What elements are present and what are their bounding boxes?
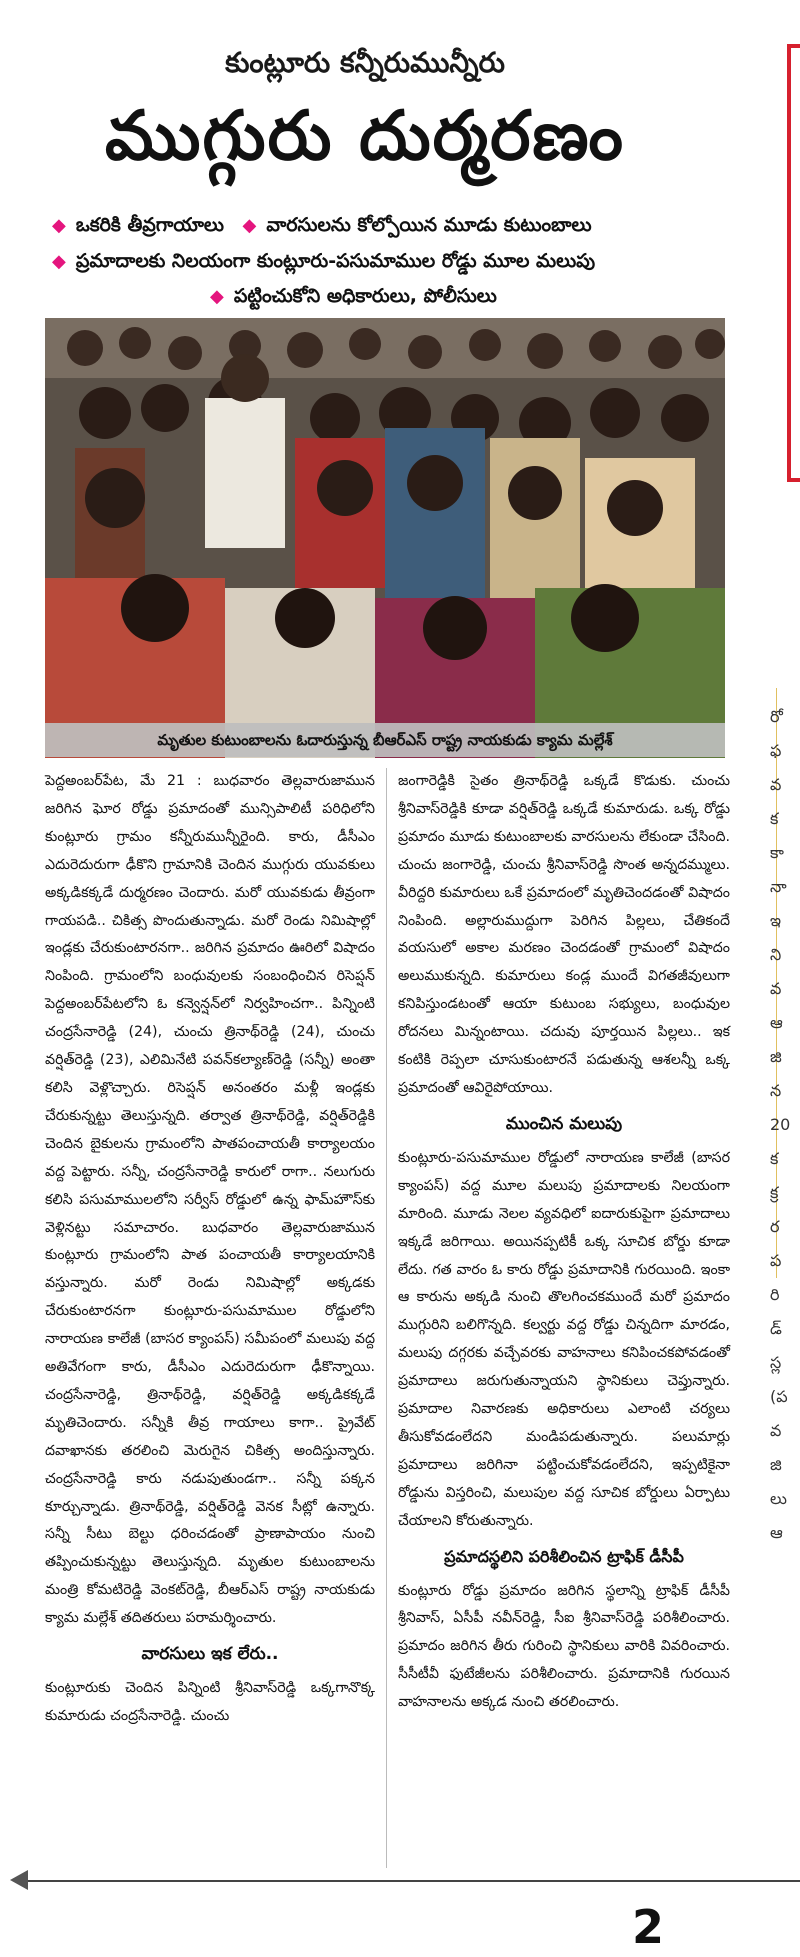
bullet-row-1 xyxy=(52,214,592,241)
fragment-text: న xyxy=(770,1081,782,1100)
diamond-icon: ◆ xyxy=(52,251,66,272)
fragment-text: వ xyxy=(770,979,782,998)
fragment-text: స్ల xyxy=(770,1353,782,1372)
fragment-text: ర xyxy=(770,1217,780,1236)
bullet-text: వారసులను కోల్పోయిన మూడు కుటుంబాలు xyxy=(266,214,592,236)
bullet-text: ఒకరికి తీవ్రగాయాలు xyxy=(75,214,224,236)
fragment-text: ప xyxy=(770,1251,782,1270)
fragment-text: (ప xyxy=(770,1387,788,1406)
page-number: 2 xyxy=(632,1900,665,1954)
fragment-text: వ xyxy=(770,775,782,794)
photo-caption: మృతుల కుటుంబాలను ఓదారుస్తున్న బీఆర్‌ఎస్‌ రాష్ట్ర నాయకుడు క్యామ మల్లేశ్‌ xyxy=(45,723,725,757)
column-divider xyxy=(386,768,387,1868)
fragment-text: ఆ xyxy=(770,1013,783,1032)
arrow-icon xyxy=(10,1870,28,1890)
fragment-text: లు xyxy=(770,1489,787,1508)
subheading: ప్రమాదస్థలిని పరిశీలించిన ట్రాఫిక్‌ డీసీపీ xyxy=(444,1546,684,1566)
bullet-row-2 xyxy=(52,250,595,277)
fragment-text: క్ర xyxy=(770,1183,779,1202)
bullet-text: ప్రమాదాలకు నిలయంగా కుంట్లూరు-పసుమాముల రోడ్డు మూల మలుపు xyxy=(75,250,596,272)
fragment-text: ఆ xyxy=(770,1523,783,1542)
fragment-text: క xyxy=(770,809,779,828)
paragraph: కుంట్లూరుకు చెందిన పిన్నింటి శ్రీనివాస్‌రెడ్డి ఒక్కగానొక్క కుమారుడు చంద్రసేనారెడ్డి. చుంచు xyxy=(45,1680,375,1724)
diamond-icon: ◆ xyxy=(52,215,66,236)
fragment-text: రి xyxy=(770,1285,780,1304)
fragment-text: రో xyxy=(770,707,783,726)
fragment-text: 20 xyxy=(770,1115,791,1134)
diamond-icon: ◆ xyxy=(242,215,257,236)
left-column xyxy=(45,768,375,1731)
subheading: ముంచిన మలుపు xyxy=(505,1113,623,1134)
fragment-text: జి xyxy=(770,1047,782,1066)
right-column xyxy=(398,768,730,1717)
fragment-text: ఫ xyxy=(770,741,782,760)
subheading: వారసులు ఇక లేరు.. xyxy=(141,1644,279,1665)
red-border-box xyxy=(787,44,800,482)
fragment-text: జి xyxy=(770,1455,782,1474)
fragment-text: ని xyxy=(770,945,782,964)
paragraph: పెద్దఅంబర్‌పేట, మే 21 : బుధవారం తెల్లవారుజామున జరిగిన ఘోర రోడ్డు ప్రమాదంతో మున్సిపాలిటీ పరిధిలోని కుంట్లూరు గ్రామం కన్నీరుమున్నీరైంది. కారు, డీసీఎం ఎదురెదురుగా ఢీకొని గ్రామానికి చెందిన ముగ్గురు యువకులు అక్కడికక్కడే దుర్మరణం చెందారు. మరో యువకుడు తీవ్రంగా గాయపడి.. చికిత్స పొందుతున్నాడు. మరో రెండు నిమిషాల్లో ఇండ్లకు చేరుకుంటారనగా.. జరిగిన ప్రమాదం ఊరిలో విషాదం నింపింది. గ్రామంలోని బంధువులకు సంబంధించిన రిసెప్షన్‌ పెద్దఅంబర్‌పేటలోని ఓ కన్వెన్షన్‌లో నిర్వహించగా.. పిన్నింటి చంద్రసేనారెడ్డి (24), చుంచు త్రినాథ్‌రెడ్డి (24), చుంచు వర్షిత్‌రెడ్డి (23), ఎలిమినేటి పవన్‌కల్యాణ్‌రెడ్డి (సన్నీ) అంతా కలిసి వెళ్లొచ్చారు. రిసెప్షన్‌ అనంతరం మళ్లీ ఇండ్లకు చేరుకున్నట్టు తెలుస్తున్నది. తర్వాత త్రినాథ్‌రెడ్డి, వర్షిత్‌రెడ్డికి చెందిన బైకులను గ్రామంలోని పాతపంచాయతీ కార్యాలయం వద్ద పెట్టారు. సన్నీ, చంద్రసేనారెడ్డి కారులో రాగా.. నలుగురు కలిసి పసుమాములలోని సర్వీస్‌ రోడ్డులో ఉన్న ఫామ్‌హౌస్‌కు వెళ్లినట్టు సమాచారం. బుధవారం తెల్లవారుజామున కుంట్లూరు గ్రామంలోని పాత పంచాయతీ కార్యాలయానికి వస్తున్నారు. మరో రెండు నిమిషాల్లో అక్కడకు చేరుకుంటారనగా కుంట్లూరు-పసుమాముల రోడ్డులోని నారాయణ కాలేజీ (బాసర క్యాంపస్‌) సమీపంలో మలుపు వద్ద అతివేగంగా కారు, డీసీఎం ఎదురెదురుగా ఢీకొన్నాయి. చంద్రసేనారెడ్డి, త్రినాథ్‌రెడ్డి, వర్షిత్‌రెడ్డి అక్కడికక్కడే మృతిచెందారు. సన్నీకి తీవ్ర గాయాలు కాగా.. ప్రైవేట్‌ దవాఖానకు తరలించి మెరుగైన చికిత్స అందిస్తున్నారు. చంద్రసేనారెడ్డి కారు నడుపుతుండగా.. సన్నీ పక్కన కూర్చున్నాడు. త్రినాథ్‌రెడ్డి, వర్షిత్‌రెడ్డి వెనక సీట్లో ఉన్నారు. సన్నీ సీటు బెల్టు ధరించడంతో ప్రాణాపాయం నుంచి తప్పించుకున్నట్టు తెలుస్తున్నది. మృతుల కుటుంబాలను మంత్రి కోమటిరెడ్డి వెంకట్‌రెడ్డి, బీఆర్‌ఎస్‌ రాష్ట్ర నాయకుడు క్యామ మల్లేశ్‌ తదితరులు పరామర్శించారు. xyxy=(45,773,375,1627)
paragraph: కుంట్లూరు-పసుమాముల రోడ్డులో నారాయణ కాలేజీ (బాసర క్యాంపస్‌) వద్ద మూల మలుపు ప్రమాదాలకు నిలయంగా మారింది. మూడు నెలల వ్యవధిలో ఐదారుకుపైగా ప్రమాదాలు ఇక్కడే జరిగాయి. అయినప్పటికీ ఒక్క సూచిక బోర్డు కూడా లేదు. గత వారం ఓ కారు రోడ్డు ప్రమాదానికి గురయింది. ఇంకా ఆ కారును అక్కడి నుంచి తొలగించకముందే మరో ప్రమాదం ముగ్గురిని బలిగొన్నది. కల్వర్టు వద్ద రోడ్డు చిన్నదిగా మారడం, మలుపు దగ్గరకు వచ్చేవరకు వాహనాలు కనిపించకపోవడంతో ప్రమాదాలు జరుగుతున్నాయని స్థానికులు చెప్తున్నారు. ప్రమాదాల నివారణకు అధికారులు ఎలాంటి చర్యలు తీసుకోవడంలేదని మండిపడుతున్నారు. పలుమార్లు ప్రమాదాలు జరిగినా పట్టించుకోవడంలేదని, ఇప్పటికైనా రోడ్డును విస్తరించి, మలుపుల వద్ద సూచిక బోర్డులు ఏర్పాటు చేయాలని కోరుతున్నారు. xyxy=(398,1149,730,1529)
news-photo xyxy=(45,318,725,758)
diamond-icon: ◆ xyxy=(210,286,224,307)
fragment-text: కా xyxy=(770,843,784,862)
bullet-row-3 xyxy=(210,285,497,312)
kicker: కుంట్లూరు కన్నీరుమున్నీరు xyxy=(225,46,505,79)
headline: ముగ్గురు దుర్మరణం xyxy=(104,97,626,176)
crowd-photo-illustration xyxy=(45,318,725,758)
paragraph: కుంట్లూరు రోడ్డు ప్రమాదం జరిగిన స్థలాన్ని ట్రాఫిక్‌ డీసీపీ శ్రీనివాస్‌, ఏసీపీ నవీన్‌రెడ్డి, సీఐ శ్రీనివాస్‌రెడ్డి పరిశీలించారు. ప్రమాదం జరిగిన తీరు గురించి స్థానికులు వారికి వివరించారు. సీసీటీవీ ఫుటేజీలను పరిశీలించారు. ప్రమాదానికి గురయిన వాహనాలను అక్కడ నుంచి తరలించారు. xyxy=(398,1582,730,1711)
fragment-text: డ్ xyxy=(770,1319,782,1338)
fragment-text: క xyxy=(770,1149,779,1168)
bottom-rule xyxy=(28,1880,800,1882)
bullet-text: పట్టించుకోని అధికారులు, పోలీసులు xyxy=(233,285,497,307)
fragment-text: నా xyxy=(770,877,787,896)
adjacent-article-text xyxy=(770,700,800,1860)
fragment-text: ఇ xyxy=(770,911,782,930)
paragraph: జంగారెడ్డికి సైతం త్రినాథ్‌రెడ్డి ఒక్కడే కొడుకు. చుంచు శ్రీనివాస్‌రెడ్డికి కూడా వర్షిత్‌రెడ్డి ఒక్కడే కుమారుడు. ఒక్క రోడ్డు ప్రమాదం మూడు కుటుంబాలకు వారసులను లేకుండా చేసింది. చుంచు జంగారెడ్డి, చుంచు శ్రీనివాస్‌రెడ్డి సొంత అన్నదమ్ములు. వీరిద్దరి కుమారులు ఒకే ప్రమాదంలో మృతిచెందడంతో విషాదం నింపింది. అల్లారుముద్దుగా పెరిగిన పిల్లలు, చేతికందే వయసులో అకాల మరణం చెందడంతో గ్రామంలో విషాదం అలుముకున్నది. కుమారులు కండ్ల ముందే విగతజీవులుగా కనిపిస్తుండటంతో ఆయా కుటుంబ సభ్యులు, బంధువుల రోదనలు మిన్నంటాయి. చదువు పూర్తయిన పిల్లలు.. ఇక కంటికి రెప్పలా చూసుకుంటారనే పడుతున్న ఆశలన్నీ ఒక్క ప్రమాదంతో ఆవిరైపోయాయి. xyxy=(398,773,730,1096)
fragment-text: వ xyxy=(770,1421,782,1440)
